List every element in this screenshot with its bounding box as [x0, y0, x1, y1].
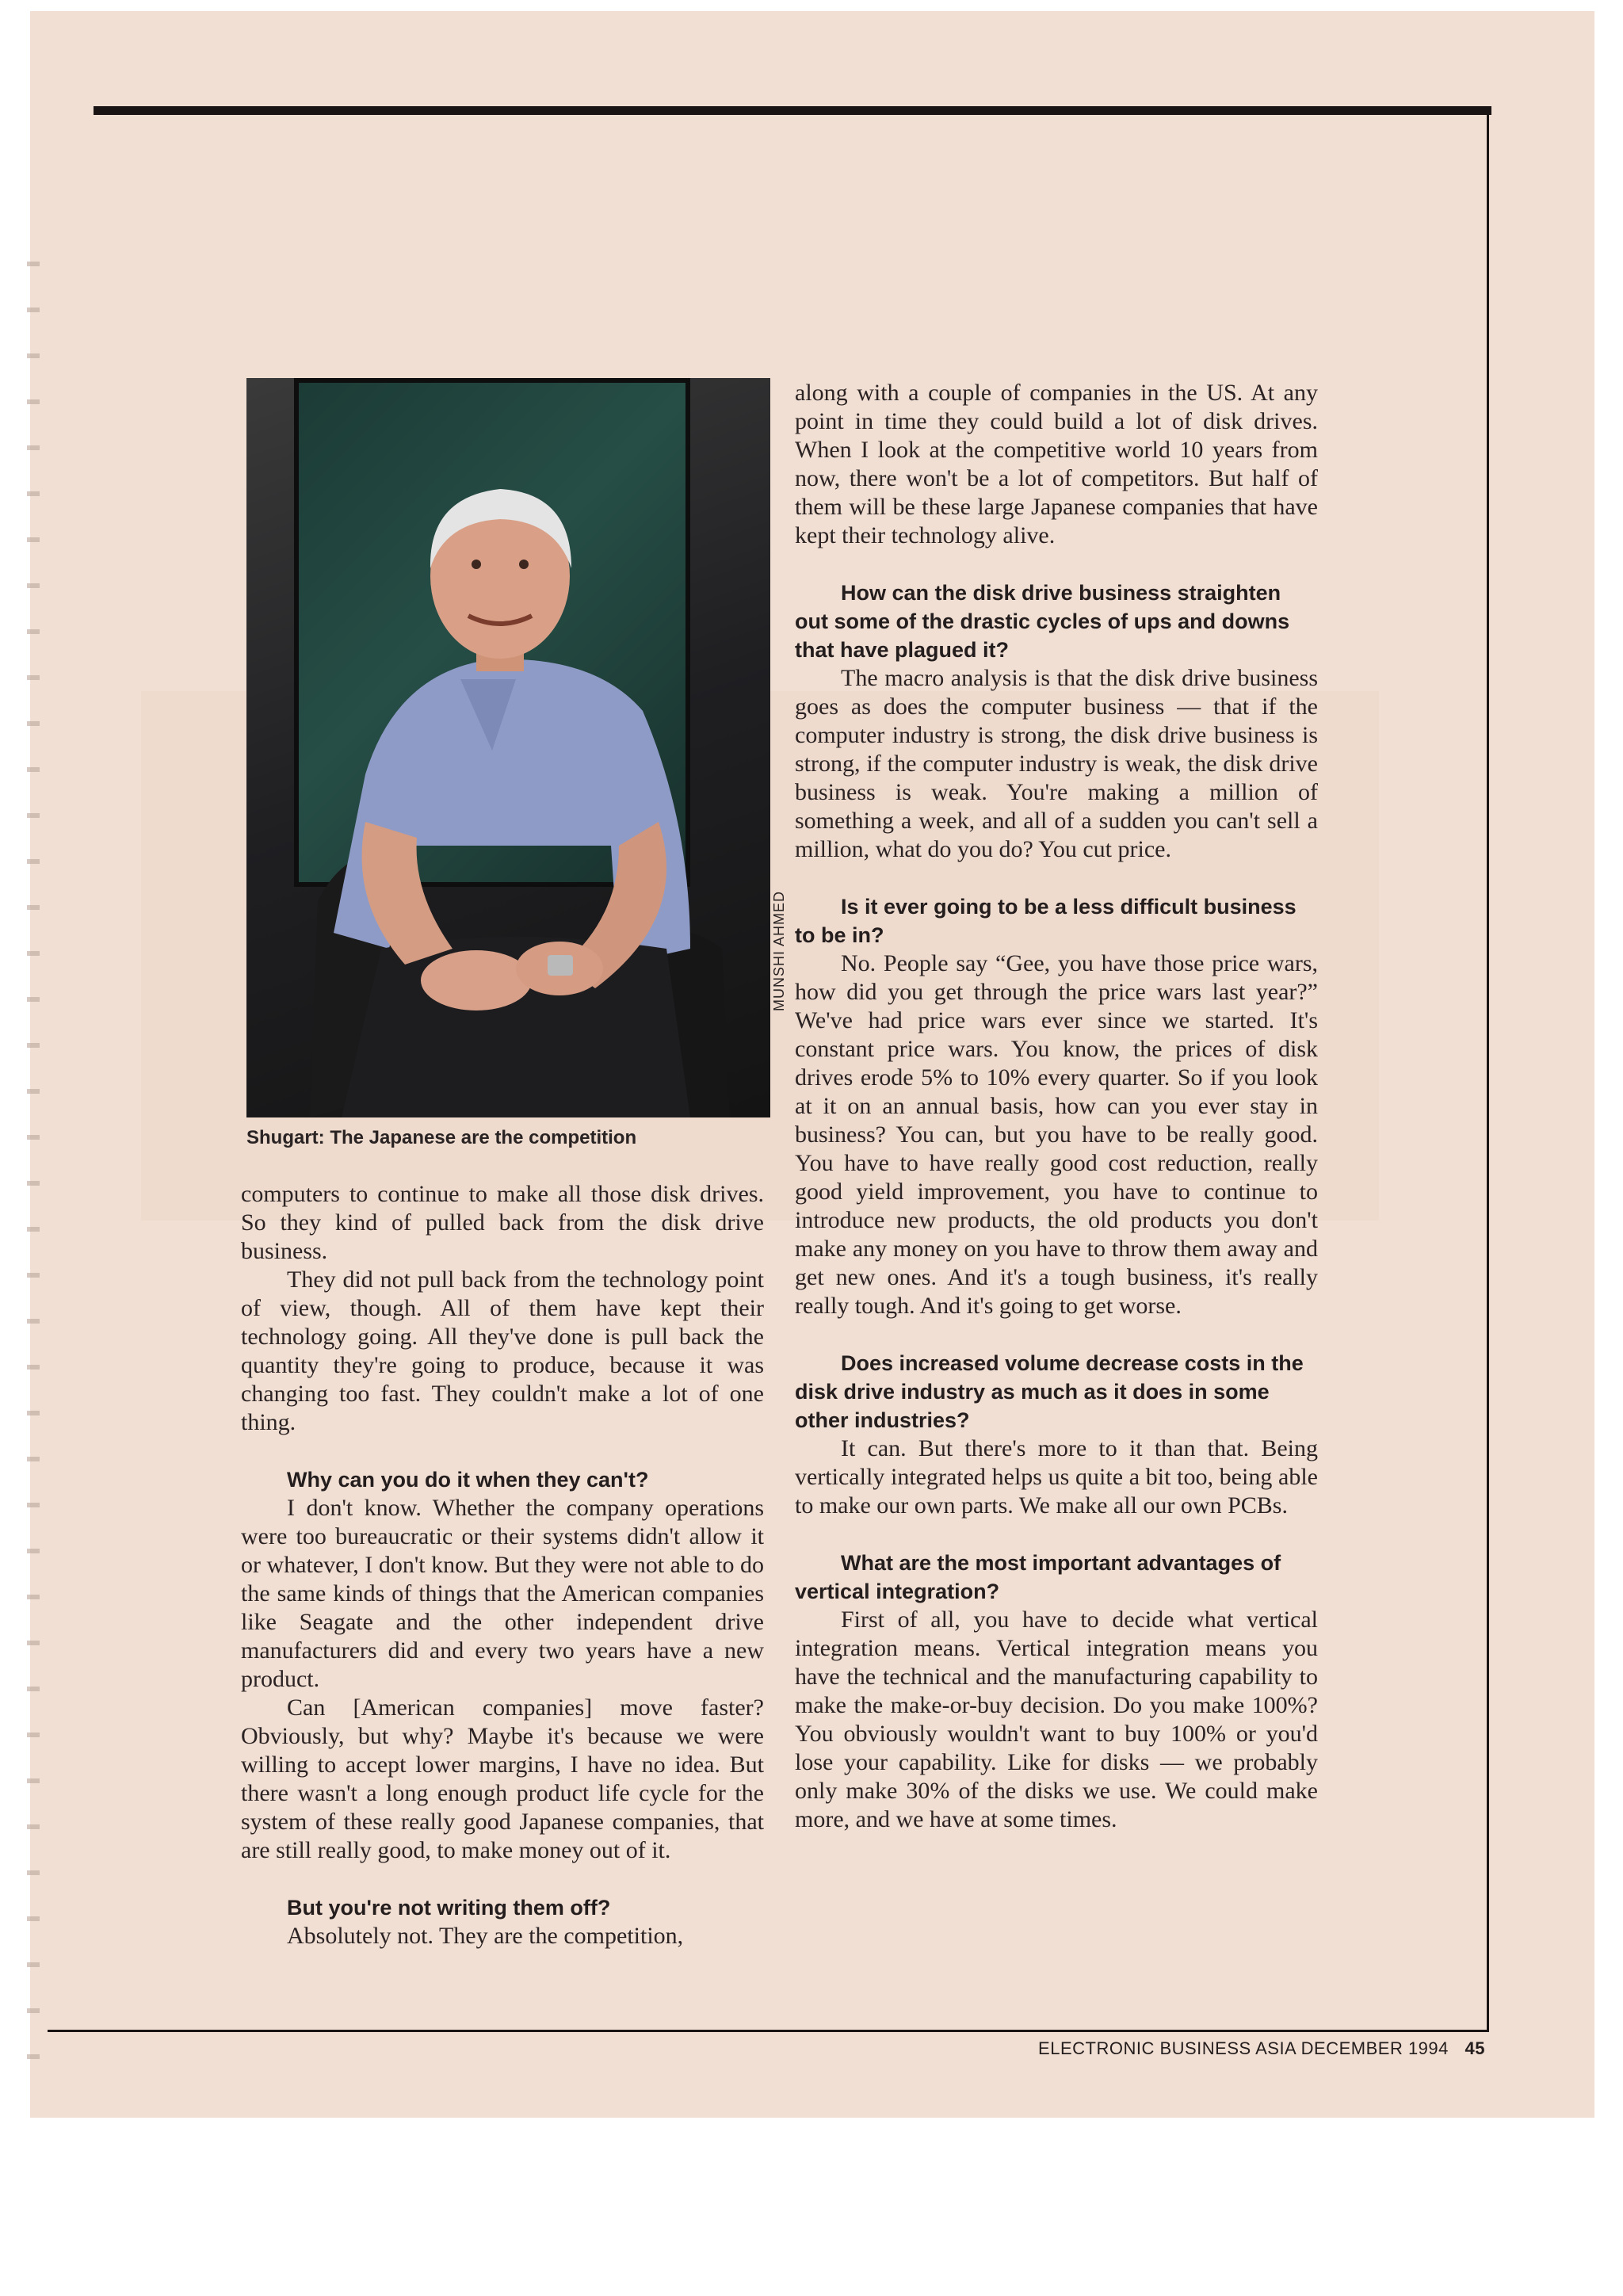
- paragraph: The macro analysis is that the disk drive business goes as does the computer business — that if the computer industry is strong, the disk drive business is strong, if the computer industry is weak, the disk drive business is weak. You're making a million of something a week, and all of a sudden you can't sell a million, what do you do? You cut price.: [795, 665, 1318, 862]
- paragraph: Can [American companies] move faster? Obviously, but why? Maybe it's because we were willing to accept lower margins, I have no idea. But there wasn't a long enough product life cycle for the system of these really good Japanese companies, that are still really good, to make money out of it.: [241, 1694, 764, 1863]
- paragraph: computers to continue to make all those disk drives. So they kind of pulled back from the disk drive business.: [241, 1181, 764, 1264]
- portrait-figure: [246, 378, 770, 1117]
- paragraph: along with a couple of companies in the US. At any point in time they could build a lot of disk drives. When I look at the competitive world 10 years from now, there won't be a lot of competitors. But half of them will be these large Japanese companies that have kept their technology alive.: [795, 380, 1318, 548]
- interview-question: Is it ever going to be a less difficult business to be in?: [795, 895, 1296, 947]
- paragraph: They did not pull back from the technology point of view, though. All of them have kept their technology going. All they've done is pull back the quantity they're going to produce, because it was changing too fast. They couldn't make a lot of one thing.: [241, 1266, 764, 1435]
- top-rule: [94, 106, 1491, 115]
- photo-credit: MUNSHI AHMED: [771, 890, 787, 1011]
- left-column: [241, 1180, 764, 1950]
- interview-question: But you're not writing them off?: [287, 1896, 611, 1920]
- paragraph: First of all, you have to decide what vertical integration means. Vertical integration means you have the technical and the manufacturing capability to make the make-or-buy decision. Do you make 100%? You obviously wouldn't want to buy 100% or you'd lose your capability. Like for disks — we probably only make 30% of the disks we use. We could make more, and we have at some times.: [795, 1606, 1318, 1832]
- paragraph: It can. But there's more to it than that. Being vertically integrated helps us quite a bit too, being able to make our own parts. We make all our own PCBs.: [795, 1435, 1318, 1519]
- bottom-rule: [48, 2030, 1489, 2032]
- interview-question: What are the most important advantages of vertical integration?: [795, 1551, 1281, 1603]
- paragraph: No. People say “Gee, you have those price wars, how did you get through the price wars last year?” We've had price wars ever since we started. It's constant price wars. You know, the prices of disk drives erode 5% to 10% every quarter. So if you look at it on an annual basis, how can you ever stay in business? You can, but you have to be really good. You have to have really good cost reduction, really good yield improvement, you have to continue to introduce new products, the old products you don't make any money on you have to throw them away and get new ones. And it's a tough business, it's really really tough. And it's going to get worse.: [795, 950, 1318, 1319]
- interview-question: How can the disk drive business straighten out some of the drastic cycles of ups and downs that have plagued it?: [795, 581, 1290, 662]
- interview-question: Why can you do it when they can't?: [287, 1468, 649, 1492]
- right-column: [795, 379, 1318, 1834]
- interview-question: Does increased volume decrease costs in the disk drive industry as much as it does in some other industries?: [795, 1351, 1304, 1432]
- photo-caption: Shugart: The Japanese are the competition: [246, 1127, 637, 1148]
- paragraph: Absolutely not. They are the competition,: [287, 1923, 684, 1949]
- page-edge-shadow: [27, 262, 40, 2100]
- issue-date: DECEMBER 1994: [1300, 2038, 1449, 2058]
- paragraph: I don't know. Whether the company operations were too bureaucratic or their systems didn't allow it or whatever, I don't know. But they were not able to do the same kinds of things that the American companies like Seagate and the other independent drive manufacturers did and every two years have a new product.: [241, 1495, 764, 1692]
- right-rule: [1487, 115, 1489, 2030]
- page-number: 45: [1465, 2038, 1485, 2058]
- portrait-photo: [246, 378, 770, 1117]
- publication-name: ELECTRONIC BUSINESS ASIA: [1038, 2038, 1296, 2058]
- page-footer: [1038, 2038, 1485, 2059]
